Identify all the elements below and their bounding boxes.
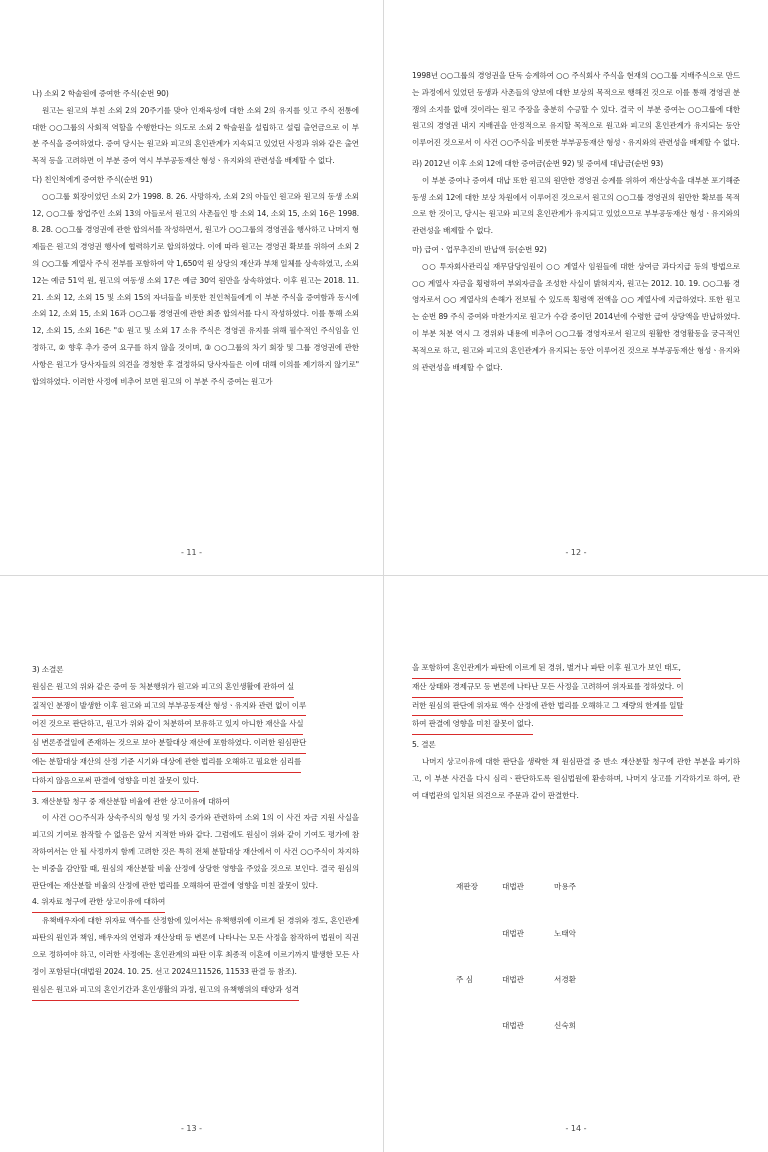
page-number: - 14 - [565, 1124, 587, 1133]
section-heading-da: 다) 친인척에게 증여한 주식(순번 91) [32, 174, 153, 184]
section-heading-4: 4. 위자료 청구에 관한 상고이유에 대하여 [32, 894, 165, 913]
underlined-line: 심 변론종결일에 존재하는 것으로 보아 분할대상 재산에 포함하였다. 이러한 원심판단 [32, 735, 306, 754]
page-number: - 11 - [180, 548, 203, 557]
underlined-line: 재산 상태와 경제규모 등 변론에 나타난 모든 사정을 고려하여 위자료를 정하였다. 이 [412, 679, 683, 698]
section-heading-ma: 마) 급여ㆍ업무추진비 반납액 등(순번 92) [412, 244, 547, 254]
signature-role: 재판장 [456, 882, 479, 891]
underlined-paragraph-so [32, 679, 359, 792]
signature-role: 주 심 [456, 975, 474, 984]
page-11 [0, 0, 384, 576]
signature-title: 대법관 [502, 929, 525, 938]
signature-title: 대법관 [502, 1021, 525, 1030]
section-heading-na: 나) 소외 2 학술원에 증여한 주식(순번 90) [32, 89, 169, 98]
paragraph-4: 유책배우자에 대한 위자료 액수를 산정함에 있어서는 유책행위에 이르게 된 경위와 정도, 혼인관계 파탄의 원인과 책임, 배우자의 연령과 재산상태 등 변론에 나타나는 모든 사정을 참작하여 법원이 직권으로 정하여야 하고, 이러한 사정에는 혼인관계의 파탄 이후 최종적 이혼에 이르기까지 발생한 모든 사정이 포함된다(대법원 2024. 10. 25. 선고 2024므11526, 11533 판결 등 참조). [32, 916, 359, 976]
page-13-body [32, 660, 359, 1001]
page-12-body [412, 68, 740, 376]
page-number: - 12 - [565, 548, 587, 557]
signature-name: 신숙희 [554, 1021, 577, 1030]
underlined-line: 러한 원심의 판단에 위자료 액수 산정에 관한 법리를 오해하고 그 재량의 한계를 일탈 [412, 698, 683, 717]
paragraph-ra: 이 부분 증여나 증여세 대납 또한 원고의 원만한 경영권 승계를 위하여 재산상속을 대부분 포기해준 동생 소외 12에 대한 보상 차원에서 이루어진 것으로서 원고의 ○○그룹 경영권의 원만한 확보를 목적으로 한 것이고, 당시는 원고와 피고의 혼인관계가 유지되고 있었으므로 부부공동재산 형성ㆍ유지와의 관련성을 배제할 수 없다. [412, 175, 740, 236]
section-heading-ra: 라) 2012년 이후 소외 12에 대한 증여금(순번 92) 및 증여세 대납금(순번 93) [412, 158, 664, 168]
paragraph-na: 원고는 원고의 부친 소외 2의 20주기를 맞아 인재육성에 대한 소외 2의 유지를 잇고 주식 전통에 대한 ○○그룹의 사회적 역할을 수행한다는 의도로 소외 2 학술원을 설립하고 설립 출연금으로 이 부분 주식을 증여하였다. 증여 당시는 원고와 피고의 혼인관계가 지속되고 있었던 사정과 위와 같은 출연 목적 등을 고려하면 이 부분 증여 역시 부부공동재산 형성ㆍ유지와의 관련성을 배제할 수 없다. [32, 105, 359, 166]
underlined-line: 에는 분할대상 재산의 산정 기준 시기와 대상에 관한 법리를 오해하고 필요한 심리를 [32, 754, 301, 773]
underlined-line: 다하지 않음으로써 판결에 영향을 미친 잘못이 있다. [32, 773, 199, 792]
page-12 [384, 0, 768, 576]
underlined-line: 질적인 분쟁이 발생한 이후 원고와 피고의 부부공동재산 형성ㆍ유지와 관련 없이 이루 [32, 698, 306, 717]
signature-title: 대법관 [502, 975, 525, 984]
paragraph-da: ○○그룹 회장이었던 소외 2가 1998. 8. 26. 사망하자, 소외 2의 아들인 원고와 원고의 동생 소외 12, ○○그룹 창업주인 소외 13의 아들로서 원고의 사촌들인 방 소외 14, 소외 15, 소외 16은 1998. 8. 28. ○○그룹 경영권에 관한 합의서를 작성하면서, 원고가 ○○그룹의 경영권을 행사하고 나머지 형제들은 원고의 경영권 행사에 협력하기로 합의하였다. 이에 따라 원고는 경영권 확보를 위하여 소외 2의 ○○그룹 계열사 주식 전부를 포함하여 약 1,650억 원 상당의 재산과 부채 일체를 상속하였고, 소외 12는 예금 51억 원, 원고의 여동생 소외 17은 예금 30억 원만을 상속하였다. 이후 원고는 2018. 11. 21. 소외 12, 소외 15 및 소외 15의 자녀들을 비롯한 친인척들에게 이 부분 주식을 증여함과 동시에 소외 12, 소외 15, 소외 16과 ○○그룹 경영권에 관한 최종 합의서를 다시 작성하였다. 이를 통해 소외 12, 소외 15, 소외 16은 "① 원고 및 소외 17 소유 주식은 경영권 유지를 위해 필수적인 주식임을 인정하고, ② 향후 추가 증여 요구를 하지 않을 것이며, ③ ○○그룹의 차기 회장 및 그룹 경영권에 관한 사항은 원고가 당사자들의 의견을 경청한 후 결정하되 당사자들은 이에 대해 이의를 제기하지 않기로" 합의하였다. 이러한 사정에 비추어 보면 원고의 이 부분 주식 증여는 원고가 [32, 191, 359, 386]
paragraph-3: 이 사건 ○○주식과 상속주식의 형성 및 가치 증가와 관련하여 소외 1의 이 사건 자금 지원 사실을 피고의 기여로 참작할 수 없음은 앞서 지적한 바와 같다. 그럼에도 원심이 위와 같이 기여도 평가에 참작하여서는 안 될 사정까지 함께 고려한 것은 특히 전체 분할대상 재산에서 이 사건 ○○주식이 차지하는 비중을 감안할 때, 원심의 재산분할 비율 산정에 상당한 영향을 주었을 것으로 보인다. 결국 원심의 판단에는 재산분할 비율의 산정에 관한 법리를 오해하여 판결에 영향을 미친 잘못이 있다. [32, 813, 359, 890]
section-heading-5: 5. 결론 [412, 740, 436, 750]
page-14-body [412, 660, 740, 804]
underlined-line: 어진 것으로 판단하고, 원고가 위와 같이 처분하여 보유하고 있지 아니한 재산을 사실 [32, 716, 303, 735]
underlined-paragraph-continued [412, 660, 740, 735]
paragraph-continued: 1998년 ○○그룹의 경영권을 단독 승계하여 ○○ 주식회사 주식을 현재의 ○○그룹 지배주식으로 만드는 과정에서 있었던 동생과 사촌들의 양보에 대한 보상의 목적으로 행해진 것으로 이를 통해 경영권 분쟁의 소지를 없애 것이라는 원고 주장을 충분히 수긍할 수 있다. 결국 이 부분 증여는 ○○그룹에 대한 원고의 경영권 내지 지배권을 안정적으로 유지할 목적으로 원고와 피고의 혼인관계가 유지되는 동안 이루어진 것으로서 이 사건 ○○주식을 비롯한 부부공동재산 형성ㆍ유지와의 관련성을 배제할 수 없다. [412, 71, 740, 148]
signature-title: 대법관 [502, 882, 525, 891]
signature-name: 서경환 [554, 975, 577, 984]
section-heading-3: 3. 재산분할 청구 중 재산분할 비율에 관한 상고이유에 대하여 [32, 796, 230, 806]
section-heading-conclusion-sub: 3) 소결론 [32, 665, 64, 674]
underlined-line: 을 포함하여 혼인관계가 파탄에 이르게 된 경위, 별거나 파탄 이후 원고가 보인 태도, [412, 660, 681, 679]
signature-name: 노태악 [554, 929, 577, 938]
page-11-body [32, 84, 359, 390]
paragraph-ma: ○○ 투자회사관리실 재무담당임원이 ○○ 계열사 임원들에 대한 상여금 과다지급 등의 방법으로 ○○ 계열사 자금을 횡령하여 부외자금을 조성한 사실이 밝혀지자, 원고는 2012. 10. 19. ○○그룹 경영자로서 ○○ 계열사의 손해가 전보될 수 있도록 횡령액 전액을 ○○ 계열사에 지급하였다. 또한 원고는 순번 89 주식 증여와 마찬가지로 원고가 수감 중이던 2014년에 수령한 급여 상당액을 반납하였다. 이 부분 처분 역시 그 경위와 내용에 비추어 ○○그룹 경영자로서 원고의 원활한 경영활동을 궁극적인 목적으로 하고, 원고와 피고의 혼인관계가 유지되는 동안 이루어진 것으로 부부공동재산 형성ㆍ유지와의 관련성을 배제할 수 없다. [412, 261, 740, 372]
page-13 [0, 576, 384, 1152]
underlined-line: 원심은 원고의 위와 같은 증여 등 처분행위가 원고와 피고의 혼인생활에 관하여 실 [32, 679, 294, 698]
paragraph-5: 나머지 상고이유에 대한 판단을 생략한 채 원심판결 중 반소 재산분할 청구에 관한 부분을 파기하고, 이 부분 사건을 다시 심리ㆍ판단하도록 원심법원에 환송하며, 나머지 상고를 기각하기로 하여, 관여 대법관의 일치된 의견으로 주문과 같이 판결한다. [412, 756, 740, 800]
signature-name: 마용주 [554, 882, 577, 891]
underlined-line: 원심은 원고와 피고의 혼인기간과 혼인생활의 과정, 원고의 유책행위의 태양과 성격 [32, 982, 299, 1001]
page-14 [384, 576, 768, 1152]
underlined-line: 하여 판결에 영향을 미친 잘못이 없다. [412, 716, 533, 735]
page-number: - 13 - [180, 1124, 203, 1133]
